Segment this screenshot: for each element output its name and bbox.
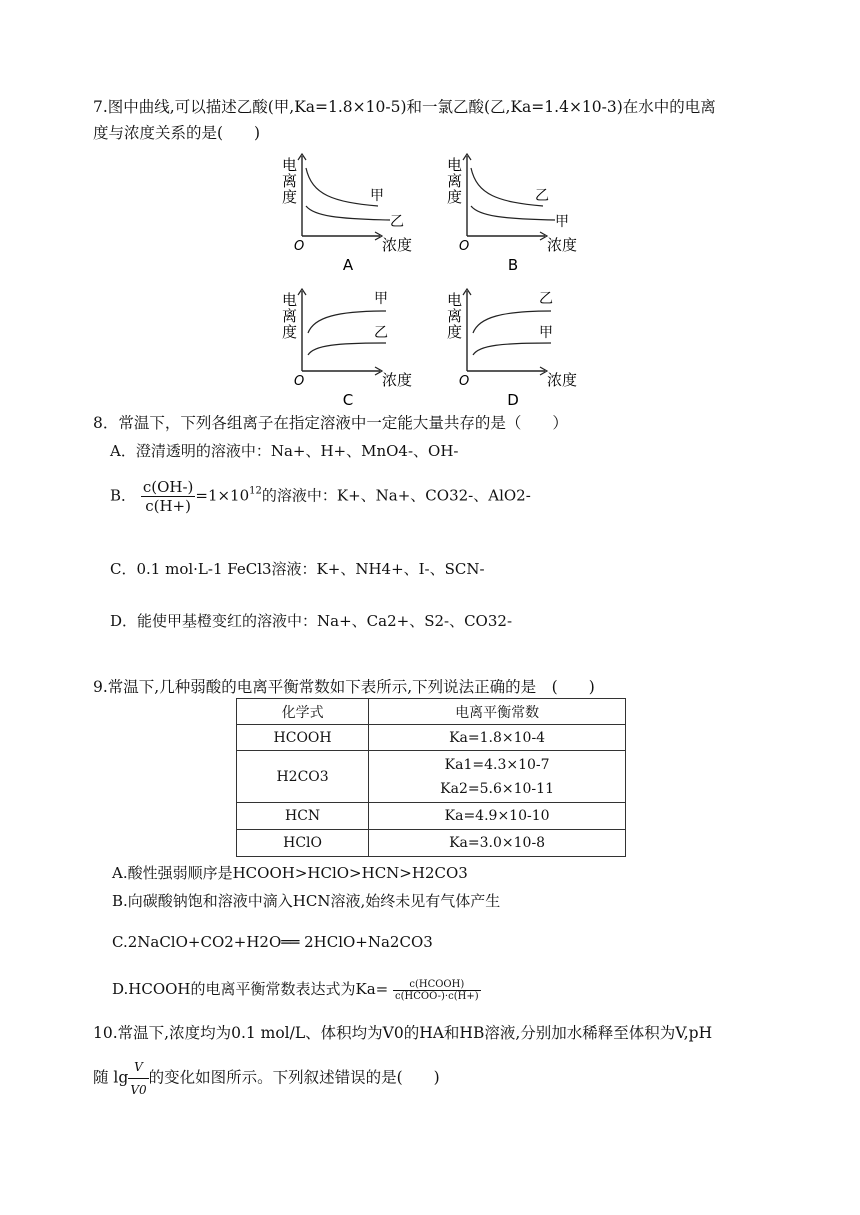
q8-option-b-condition: =1×10 <box>195 486 250 505</box>
origin-label: O <box>294 374 305 389</box>
upper-curve-label: 乙 <box>535 188 549 204</box>
x-axis-label: 浓度 <box>547 236 578 254</box>
ka-table-formula: HClO <box>237 830 369 857</box>
q10-lead: 随 lg <box>93 1068 129 1087</box>
ka-table-header-constant: 电离平衡常数 <box>369 699 626 725</box>
q8-option-b-exponent: 12 <box>249 485 262 497</box>
q9-option-a: A.酸性强弱顺序是HCOOH>HClO>HCN>H2CO3 <box>112 864 468 882</box>
x-axis-label: 浓度 <box>382 236 413 254</box>
q8-option-c: C．0.1 mol·L-1 FeCl3溶液：K+、NH4+、I-、SCN- <box>110 560 485 578</box>
ka-table-formula: HCOOH <box>237 725 369 751</box>
ka-table-constant-ka1: Ka1=4.3×10-7 <box>444 756 550 773</box>
q10-tail: 的变化如图所示。下列叙述错误的是( ) <box>148 1068 440 1087</box>
lower-curve-label: 甲 <box>555 214 569 230</box>
q7-graph-d <box>443 285 593 414</box>
q7-stem-line1: 7.图中曲线,可以描述乙酸(甲,Ka=1.8×10-5)和一氯乙酸(乙,Ka=1.4×10-3)在水中的电离 <box>93 98 716 116</box>
q8-option-b <box>110 478 531 515</box>
y-axis-label: 电 <box>447 291 463 309</box>
y-axis-label: 电 <box>282 156 298 174</box>
q7-graph-a <box>278 150 428 279</box>
q8-option-b-numerator: c(OH-) <box>142 478 194 496</box>
y-axis-label: 离 <box>447 307 463 325</box>
lower-curve-label: 甲 <box>539 325 553 341</box>
q9-option-d <box>112 978 481 1002</box>
q7-stem-line2: 度与浓度关系的是( ) <box>93 124 261 142</box>
graph-caption: D <box>507 391 519 409</box>
q8-option-b-fraction <box>141 478 196 515</box>
origin-label: O <box>294 239 305 254</box>
upper-curve <box>306 168 378 206</box>
q10-ratio-denominator: V0 <box>130 1083 147 1097</box>
q9-option-d-numerator: c(HCOOH) <box>393 979 481 991</box>
lower-curve <box>308 343 386 355</box>
q10-volume-ratio <box>128 1056 148 1101</box>
y-axis-label: 度 <box>282 188 298 206</box>
upper-curve-label: 甲 <box>370 188 384 204</box>
ka-table-constant: Ka=4.9×10-10 <box>369 803 626 830</box>
x-axis-label: 浓度 <box>547 371 578 389</box>
q9-stem: 9.常温下,几种弱酸的电离平衡常数如下表所示,下列说法正确的是 ( ) <box>93 678 595 696</box>
q8-option-b-lead: B． <box>110 486 137 505</box>
lower-curve <box>306 206 390 220</box>
q8-option-a: A．澄清透明的溶液中：Na+、H+、MnO4-、OH- <box>110 442 459 460</box>
ka-table-constant-ka2: Ka2=5.6×10-11 <box>440 780 554 797</box>
lower-curve <box>471 206 555 220</box>
ka-table <box>236 698 626 857</box>
upper-curve-label: 乙 <box>539 291 553 307</box>
y-axis-label: 离 <box>447 172 463 190</box>
graph-caption: B <box>507 256 519 274</box>
q10-stem-line2 <box>93 1056 440 1101</box>
q10-stem-line1: 10.常温下,浓度均为0.1 mol/L、体积均为V0的HA和HB溶液,分别加水稀释至体积为V,pH <box>93 1024 713 1042</box>
lower-curve-label: 乙 <box>374 325 388 341</box>
y-axis-label: 电 <box>447 156 463 174</box>
graph-caption: A <box>342 256 354 274</box>
q9-option-c: C.2NaClO+CO2+H2O══ 2HClO+Na2CO3 <box>112 933 433 951</box>
q9-option-d-fraction <box>393 979 481 1002</box>
ka-table-formula: HCN <box>237 803 369 830</box>
x-axis-label: 浓度 <box>382 371 413 389</box>
origin-label: O <box>459 239 470 254</box>
q7-graph-b <box>443 150 593 279</box>
y-axis-label: 离 <box>282 172 298 190</box>
q8-option-b-denominator: c(H+) <box>145 497 191 515</box>
ka-table-constant: Ka=3.0×10-8 <box>369 830 626 857</box>
y-axis-label: 电 <box>282 291 298 309</box>
graph-caption: C <box>342 391 354 409</box>
lower-curve-label: 乙 <box>390 214 404 230</box>
q9-option-d-lead: D.HCOOH的电离平衡常数表达式为Ka= <box>112 980 389 998</box>
origin-label: O <box>459 374 470 389</box>
q8-option-d: D．能使甲基橙变红的溶液中：Na+、Ca2+、S2-、CO32- <box>110 612 513 630</box>
upper-curve <box>471 168 543 206</box>
q9-option-b: B.向碳酸钠饱和溶液中滴入HCN溶液,始终未见有气体产生 <box>112 892 501 910</box>
ka-table-constant: Ka=1.8×10-4 <box>369 725 626 751</box>
q9-option-d-denominator: c(HCOO-)·c(H+) <box>395 990 479 1002</box>
ka-table-formula: H2CO3 <box>237 751 369 803</box>
lower-curve <box>473 343 551 355</box>
q8-stem: 8．常温下，下列各组离子在指定溶液中一定能大量共存的是（ ） <box>93 414 568 432</box>
ka-table-header-formula: 化学式 <box>237 699 369 725</box>
upper-curve-label: 甲 <box>374 291 388 307</box>
y-axis-label: 度 <box>282 323 298 341</box>
q7-graph-c <box>278 285 428 414</box>
y-axis-label: 度 <box>447 188 463 206</box>
q10-ratio-numerator: V <box>128 1056 148 1079</box>
q8-option-b-ions: 的溶液中：K+、Na+、CO32-、AlO2- <box>261 486 531 505</box>
y-axis-label: 度 <box>447 323 463 341</box>
ka-table-constant <box>369 751 626 803</box>
y-axis-label: 离 <box>282 307 298 325</box>
